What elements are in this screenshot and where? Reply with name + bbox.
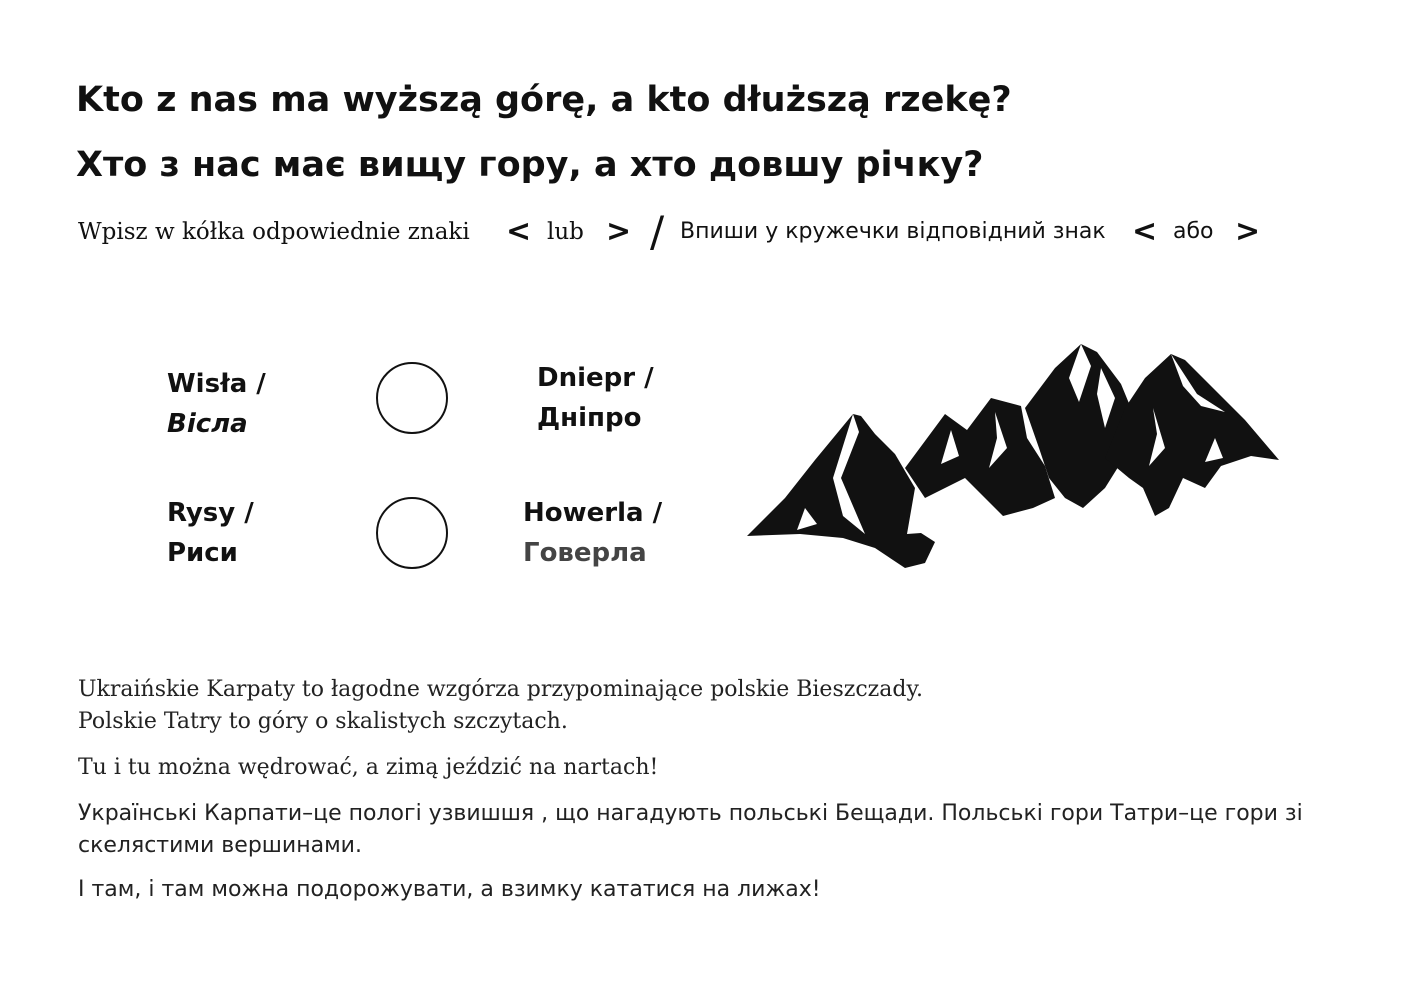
page-title-ukrainian: Хто з нас має вищу гору, а хто довшу річку?: [76, 145, 984, 185]
paragraph-polish-2: Tu i tu można wędrować, a zimą jeździć na nartach!: [78, 755, 659, 780]
mountain-name-polish: Rysy /: [167, 498, 254, 528]
mountain-name-ukrainian: Говерла: [523, 538, 647, 568]
greater-than-symbol: >: [606, 214, 632, 249]
paragraph-ukrainian-1: Українські Карпати–це пологі узвишшя , що нагадують польські Бещади. Польські гори Татри–це гори зі скелястими вершинами.: [78, 801, 1303, 858]
river-name-polish: Dniepr /: [537, 363, 654, 393]
comparison-2-right: [523, 493, 662, 573]
paragraph-polish-1: [78, 674, 1328, 738]
comparison-2-left: [167, 493, 254, 573]
instruction-polish: Wpisz w kółka odpowiednie znaki: [78, 219, 470, 245]
answer-circle-2[interactable]: [376, 497, 448, 569]
comparison-1-right: [537, 358, 654, 438]
river-name-ukrainian: Вісла: [167, 409, 248, 439]
answer-circle-1[interactable]: [376, 362, 448, 434]
greater-than-symbol-ua: >: [1235, 214, 1261, 249]
less-than-symbol: <: [506, 214, 532, 249]
language-separator: /: [650, 207, 665, 256]
instruction-or-polish: lub: [547, 219, 584, 245]
less-than-symbol-ua: <: [1132, 214, 1158, 249]
page-title-polish: Kto z nas ma wyższą górę, a kto dłuższą rzekę?: [76, 80, 1012, 120]
mountain-name-polish: Howerla /: [523, 498, 663, 528]
mountain-name-ukrainian: Риси: [167, 538, 238, 568]
sentence-tatras: Polskie Tatry to góry o skalistych szczytach.: [78, 709, 568, 734]
instruction-ukrainian: Впиши у кружечки відповідний знак: [680, 219, 1106, 244]
paragraph-ukrainian-2: І там, і там можна подорожувати, а взимку кататися на лижах!: [78, 877, 821, 902]
comparison-1-left: [167, 364, 266, 444]
river-name-polish: Wisła /: [167, 369, 266, 399]
instruction-or-ukrainian: або: [1173, 219, 1214, 244]
river-name-ukrainian: Дніпро: [537, 403, 642, 433]
sentence-carpathians: Ukraińskie Karpaty to łagodne wzgórza przypominające polskie Bieszczady.: [78, 677, 923, 702]
mountains-icon: [745, 338, 1285, 573]
